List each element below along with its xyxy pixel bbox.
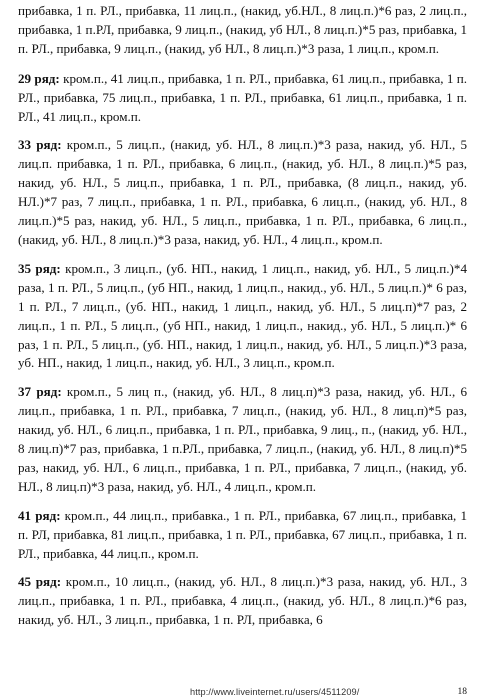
paragraph-row-37 <box>18 383 467 496</box>
paragraph-row-33 <box>18 136 467 249</box>
page-number: 18 <box>457 687 467 697</box>
row-label: 33 ряд: <box>18 137 62 153</box>
row-label: 41 ряд: <box>18 507 61 523</box>
paragraph-row-45 <box>18 573 467 630</box>
row-label: 29 ряд: <box>18 70 60 86</box>
paragraph-text: кром.п., 5 лиц.п., (накид, уб. НЛ., 8 лиц.п.)*3 раза, накид, уб. НЛ., 5 лиц.п. прибавка, 1 п. РЛ., прибавка, 6 лиц.п., (накид, уб. НЛ., 8 лиц.п.)*5 раз, накид, уб. НЛ., 5 лиц.п., прибавка, 1 п. РЛ., прибавка, (8 лиц.п., накид, уб. НЛ.)*7 раз, 7 лиц.п., прибавка, 1 п. РЛ., прибавка, 6 лиц.п., (накид, уб. НЛ., 8 лиц.п.)*5 раз, накид, уб. НЛ., 5 лиц.п., прибавка, 1 п. РЛ., прибавка, 6 лиц.п., (накид, уб. НЛ., 8 лиц.п.)*3 раза, накид, уб. НЛ., 4 лиц.п., кром.п. <box>18 137 467 247</box>
page-footer <box>190 687 467 697</box>
paragraph-continuation <box>18 2 467 59</box>
paragraph-row-41 <box>18 507 467 564</box>
row-label: 37 ряд: <box>18 384 62 400</box>
paragraph-row-35 <box>18 260 467 373</box>
paragraph-row-29 <box>18 70 467 127</box>
row-label: 35 ряд: <box>18 260 61 276</box>
paragraph-text: кром.п., 10 лиц.п., (накид, уб. НЛ., 8 лиц.п.)*3 раза, накид, уб. НЛ., 3 лиц.п., прибавка, 1 п. РЛ., прибавка, 4 лиц.п., (накид, уб. НЛ., 8 лиц.п.)*6 раз, накид, уб. НЛ., 3 лиц.п., прибавка, 1 п. РЛ, прибавка, 6 <box>18 574 467 628</box>
paragraph-text: кром.п., 41 лиц.п., прибавка, 1 п. РЛ., прибавка, 61 лиц.п., прибавка, 1 п. РЛ., прибавка, 75 лиц.п., прибавка, 1 п. РЛ., прибавка, 61 лиц.п., прибавка, 1 п. РЛ., 41 лиц.п., кром.п. <box>18 70 468 124</box>
paragraph-text: прибавка, 1 п. РЛ., прибавка, 11 лиц.п., (накид, уб.НЛ., 8 лиц.п.)*6 раз, 2 лиц.п., прибавка, 1 п.РЛ, прибавка, 9 лиц.п., (накид, уб НЛ., 8 лиц.п.)*5 раз, прибавка, 1 п. РЛ., прибавка, 9 лиц.п., (накид, уб НЛ., 8 лиц.п.)*3 раза, 1 лиц.п., кром.п. <box>18 3 468 56</box>
row-label: 45 ряд: <box>18 574 62 590</box>
paragraph-text: кром.п., 3 лиц.п., (уб. НП., накид, 1 лиц.п., накид, уб. НЛ., 5 лиц.п.)*4 раза, 1 п. РЛ., 5 лиц.п., (уб НП., накид, 1 лиц.п., накид., уб. НЛ., 5 лиц.п.)* 6 раз, 1 п. РЛ., 7 лиц.п., (уб. НП., накид, 1 лиц.п., накид, уб. НЛ., 5 лиц.п)*7 раз, 2 лиц.п., 1 п. РЛ., 5 лиц.п., (уб НП., накид, 1 лиц.п., накид., уб. НЛ., 5 лиц.п.)* 6 раз, 1 п. РЛ., 5 лиц.п., (уб. НП., накид, 1 лиц.п., накид, уб. НЛ., 5 лиц.п.)*3 раза, уб. НП., накид, 1 лиц.п., накид, уб. НЛ., 3 лиц.п., кром.п. <box>18 260 467 371</box>
paragraph-text: кром.п., 44 лиц.п., прибавка., 1 п. РЛ., прибавка, 67 лиц.п., прибавка, 1 п. РЛ, прибавка, 81 лиц.п., прибавка, 1 п. РЛ., прибавка, 67 лиц.п., прибавка, 1 п. РЛ., прибавка, 44 лиц.п., кром.п. <box>18 507 467 561</box>
source-url: http://www.liveinternet.ru/users/4511209/ <box>190 687 360 697</box>
paragraph-text: кром.п., 5 лиц п., (накид, уб. НЛ., 8 лиц.п)*3 раза, накид, уб. НЛ., 6 лиц.п., прибавка, 1 п. РЛ., прибавка, 7 лиц.п., (накид, уб. НЛ., 8 лиц.п)*5 раз, накид, уб. НЛ., 6 лиц.п., прибавка, 1 п. РЛ., прибавка, 9 лиц., п., (накид, уб. НЛ., 8 лиц.п)*7 раз, прибавка, 1 п.РЛ., прибавка, 7 лиц.п., (накид, уб. НЛ., 8 лиц.п)*5 раз, накид, уб. НЛ., 6 лиц.п., прибавка, 1 п. РЛ., прибавка, 7 лиц.п., (накид, уб. НЛ., 8 лиц.п)*3 раза, накид, уб. НЛ., 4 лиц.п., кром.п. <box>18 384 468 494</box>
